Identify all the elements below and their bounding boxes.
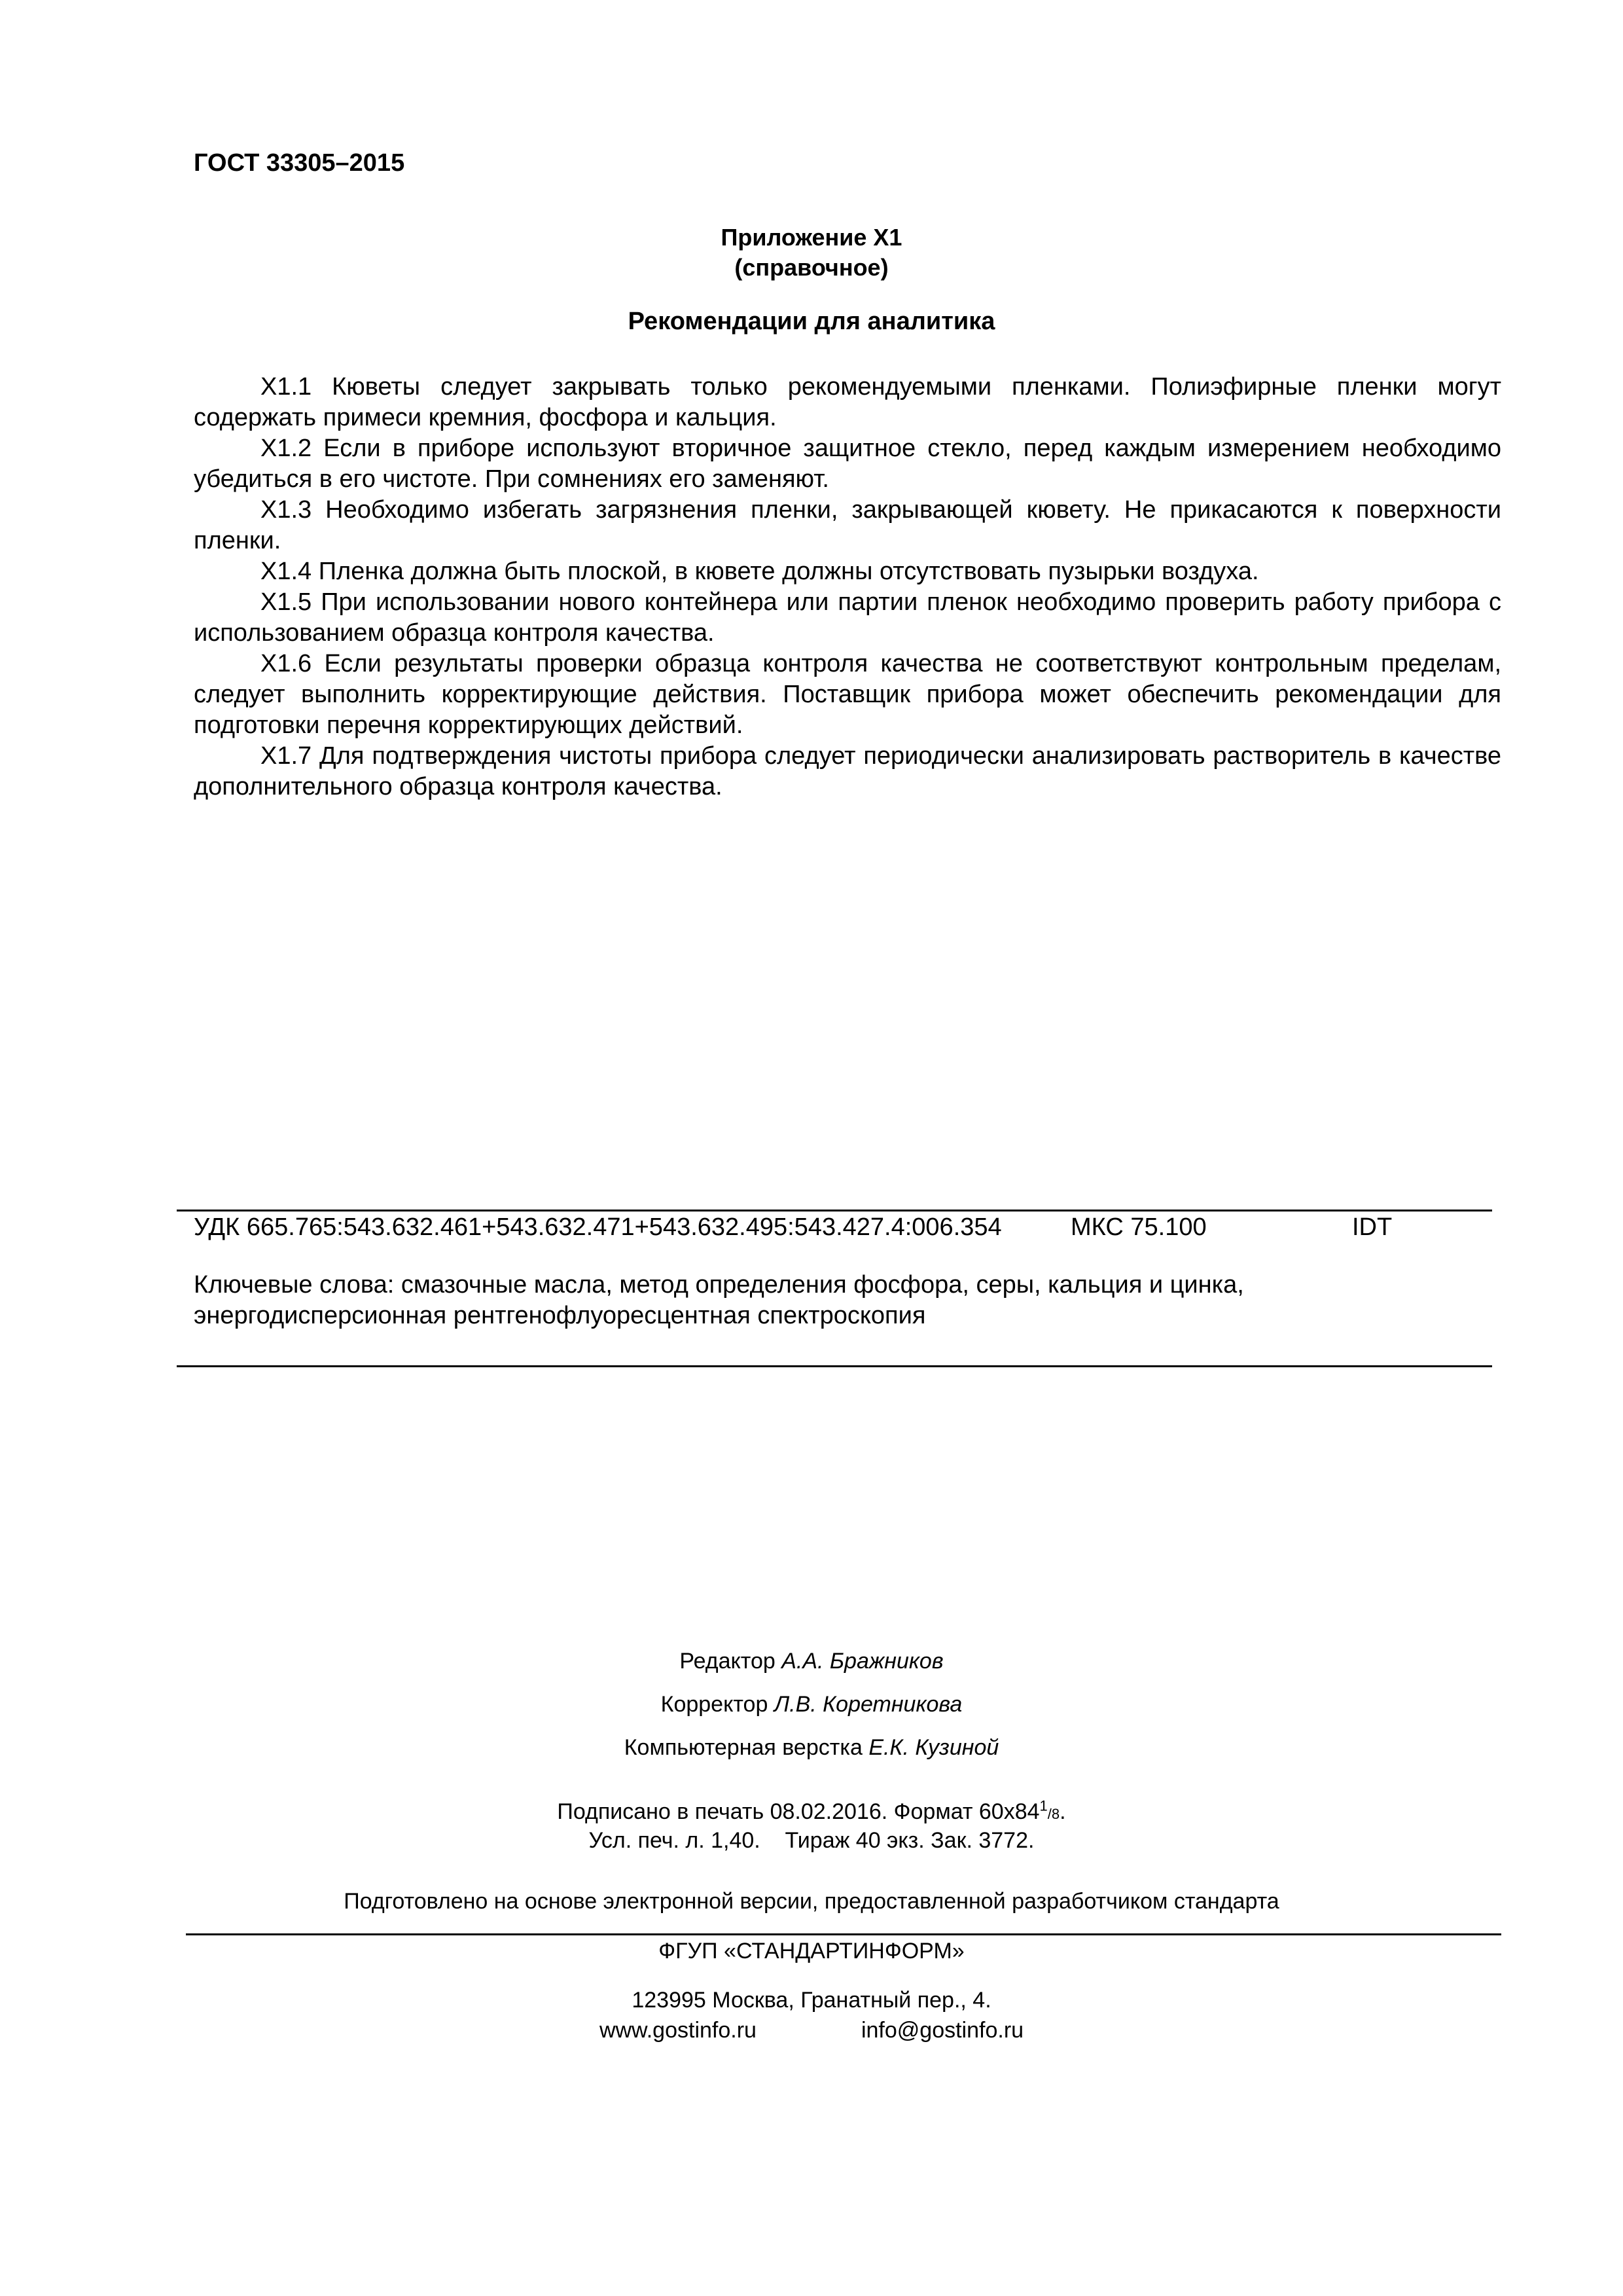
layout-name: Е.К. Кузиной: [868, 1735, 999, 1760]
corrector-credit: [0, 1690, 1623, 1733]
corrector-name: Л.В. Коретникова: [774, 1692, 963, 1717]
website-link[interactable]: www.gostinfo.ru: [599, 2018, 757, 2043]
keywords-block: [194, 1270, 1496, 1331]
layout-credit: [0, 1733, 1623, 1776]
paragraph-x1-3: Х1.3 Необходимо избегать загрязнения пленки, закрывающей кювету. Не прикасаются к поверхности пленки.: [194, 496, 1501, 554]
idt-code: IDT: [1352, 1213, 1393, 1241]
format-end: .: [1060, 1799, 1066, 1824]
paragraph-x1-4: Х1.4 Пленка должна быть плоской, в кювете должны отсутствовать пузырьки воздуха.: [260, 558, 1259, 585]
appendix-title: Приложение Х1: [721, 224, 902, 251]
paragraph-x1-6: Х1.6 Если результаты проверки образца контроля качества не соответствуют контрольным пределам, следует выполнить корректирующие действия. Поставщик прибора может обеспечить рекомендации для подготовки перечня корректирующих действий.: [194, 650, 1501, 739]
format-superscript: 1: [1039, 1797, 1048, 1814]
print-info-block: [0, 1797, 1623, 1855]
publisher-name: ФГУП «СТАНДАРТИНФОРМ»: [658, 1939, 965, 1964]
recommendations-body: [194, 372, 1501, 802]
editor-name: А.А. Бражников: [781, 1649, 944, 1674]
paragraph-x1-1: Х1.1 Кюветы следует закрывать только рекомендуемыми пленками. Полиэфирные пленки могут содержать примеси кремния, фосфора и кальция.: [194, 373, 1501, 431]
publisher-contacts: [0, 2016, 1623, 2045]
prepared-note: Подготовлено на основе электронной версии, предоставленной разработчиком стандарта: [344, 1889, 1279, 1914]
mks-code: МКС 75.100: [1071, 1213, 1207, 1241]
paragraph-x1-5: Х1.5 При использовании нового контейнера или партии пленок необходимо проверить работу прибора с использованием образца контроля качества.: [194, 588, 1501, 647]
udk-code: УДК 665.765:543.632.461+543.632.471+543.632.495:543.427.4:006.354: [194, 1213, 1002, 1241]
print-signed-line: [0, 1797, 1623, 1826]
keywords-line-1: Ключевые слова: смазочные масла, метод определения фосфора, серы, кальция и цинка,: [194, 1271, 1244, 1299]
paragraph-x1-7: Х1.7 Для подтверждения чистоты прибора следует периодически анализировать растворитель в качестве дополнительного образца контроля качества.: [194, 742, 1501, 800]
paragraph-x1-2: Х1.2 Если в приборе используют вторичное защитное стекло, перед каждым измерением необходимо убедиться в его чистоте. При сомнениях его заменяют.: [194, 435, 1501, 493]
keywords-line-2: энергодисперсионная рентгенофлуоресцентная спектроскопия: [194, 1302, 926, 1329]
layout-label: Компьютерная верстка: [624, 1735, 863, 1760]
editor-credit: [0, 1647, 1623, 1690]
classification-top-rule: [177, 1210, 1492, 1211]
format-subscript: /8: [1047, 1806, 1060, 1822]
corrector-label: Корректор: [660, 1692, 768, 1717]
print-details-line: Усл. печ. л. 1,40. Тираж 40 экз. Зак. 3772.: [588, 1828, 1035, 1853]
appendix-subtitle: (справочное): [734, 254, 889, 281]
section-heading: Рекомендации для аналитика: [628, 308, 995, 335]
print-signed-text: Подписано в печать 08.02.2016. Формат 60х84: [557, 1799, 1040, 1824]
editor-label: Редактор: [679, 1649, 776, 1674]
classification-bottom-rule: [177, 1365, 1492, 1367]
publisher-address: 123995 Москва, Гранатный пер., 4.: [632, 1988, 991, 2013]
credits-block: [0, 1647, 1623, 1776]
appendix-title-block: [0, 223, 1623, 283]
publisher-rule: [186, 1933, 1501, 1935]
email-link[interactable]: info@gostinfo.ru: [861, 2018, 1024, 2043]
document-code: ГОСТ 33305–2015: [194, 149, 405, 177]
